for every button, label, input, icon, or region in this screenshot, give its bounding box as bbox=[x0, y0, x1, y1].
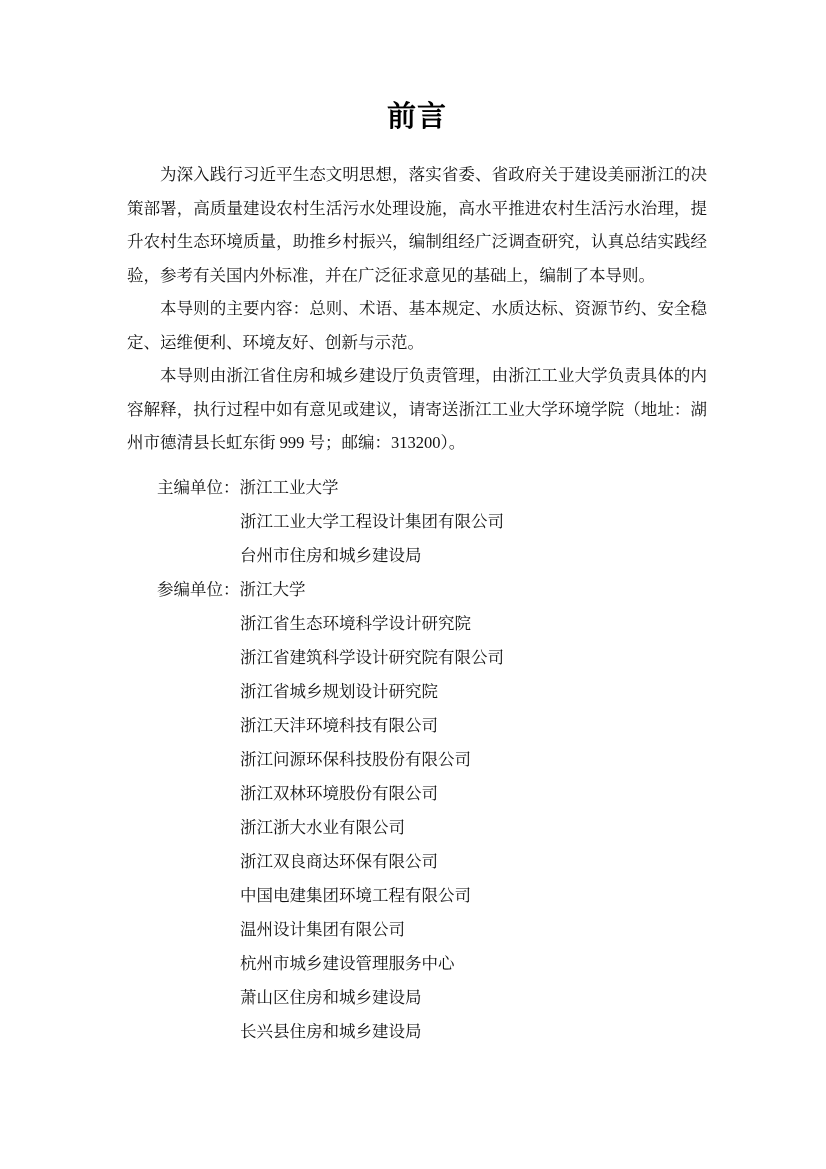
unit-name: 温州设计集团有限公司 bbox=[240, 919, 405, 939]
chief-editor-label: 主编单位： bbox=[157, 477, 240, 497]
chief-editor-section bbox=[127, 471, 707, 573]
participating-editor-label: 参编单位： bbox=[157, 579, 240, 599]
participating-editor-section bbox=[127, 573, 707, 1049]
unit-name: 浙江问源环保科技股份有限公司 bbox=[240, 749, 471, 769]
unit-row bbox=[127, 845, 707, 879]
unit-name: 浙江天沣环境科技有限公司 bbox=[240, 715, 438, 735]
page-content bbox=[127, 96, 707, 1049]
unit-name: 浙江双林环境股份有限公司 bbox=[240, 783, 438, 803]
unit-name: 浙江大学 bbox=[239, 579, 306, 599]
unit-name: 杭州市城乡建设管理服务中心 bbox=[240, 953, 455, 973]
editing-units bbox=[127, 471, 707, 1049]
unit-row bbox=[127, 607, 707, 641]
unit-row bbox=[127, 879, 707, 913]
unit-name: 浙江双良商达环保有限公司 bbox=[240, 851, 438, 871]
intro-paragraph: 为深入践行习近平生态文明思想，落实省委、省政府关于建设美丽浙江的决策部署，高质量建设农村生活污水处理设施，高水平推进农村生活污水治理，提升农村生态环境质量，助推乡村振兴，编制组经广泛调查研究，认真总结实践经验，参考有关国内外标准，并在广泛征求意见的基础上，编制了本导则。 bbox=[127, 165, 707, 285]
unit-row bbox=[127, 1015, 707, 1049]
unit-name: 浙江省城乡规划设计研究院 bbox=[240, 681, 438, 701]
unit-row bbox=[127, 675, 707, 709]
unit-row bbox=[127, 471, 707, 505]
contents-paragraph: 本导则的主要内容：总则、术语、基本规定、水质达标、资源节约、安全稳定、运维便利、环境友好、创新与示范。 bbox=[127, 299, 707, 352]
unit-row bbox=[127, 505, 707, 539]
unit-row bbox=[127, 913, 707, 947]
unit-row bbox=[127, 947, 707, 981]
unit-name: 浙江浙大水业有限公司 bbox=[240, 817, 405, 837]
unit-name: 台州市住房和城乡建设局 bbox=[240, 545, 422, 565]
page-title: 前言 bbox=[386, 101, 447, 133]
unit-row bbox=[127, 641, 707, 675]
unit-row bbox=[127, 777, 707, 811]
unit-row bbox=[127, 539, 707, 573]
unit-name: 浙江工业大学工程设计集团有限公司 bbox=[240, 511, 504, 531]
unit-name: 浙江省建筑科学设计研究院有限公司 bbox=[240, 647, 504, 667]
unit-row bbox=[127, 981, 707, 1015]
unit-row bbox=[127, 743, 707, 777]
unit-name: 萧山区住房和城乡建设局 bbox=[240, 987, 422, 1007]
unit-name: 浙江省生态环境科学设计研究院 bbox=[240, 613, 471, 633]
unit-row bbox=[127, 709, 707, 743]
unit-row bbox=[127, 811, 707, 845]
unit-row bbox=[127, 573, 707, 607]
unit-name: 长兴县住房和城乡建设局 bbox=[240, 1021, 422, 1041]
unit-name: 中国电建集团环境工程有限公司 bbox=[240, 885, 471, 905]
management-paragraph: 本导则由浙江省住房和城乡建设厅负责管理，由浙江工业大学负责具体的内容解释，执行过程中如有意见或建议，请寄送浙江工业大学环境学院（地址：湖州市德清县长虹东街 999 号；邮编：313200）。 bbox=[127, 366, 707, 452]
unit-name: 浙江工业大学 bbox=[239, 477, 339, 497]
